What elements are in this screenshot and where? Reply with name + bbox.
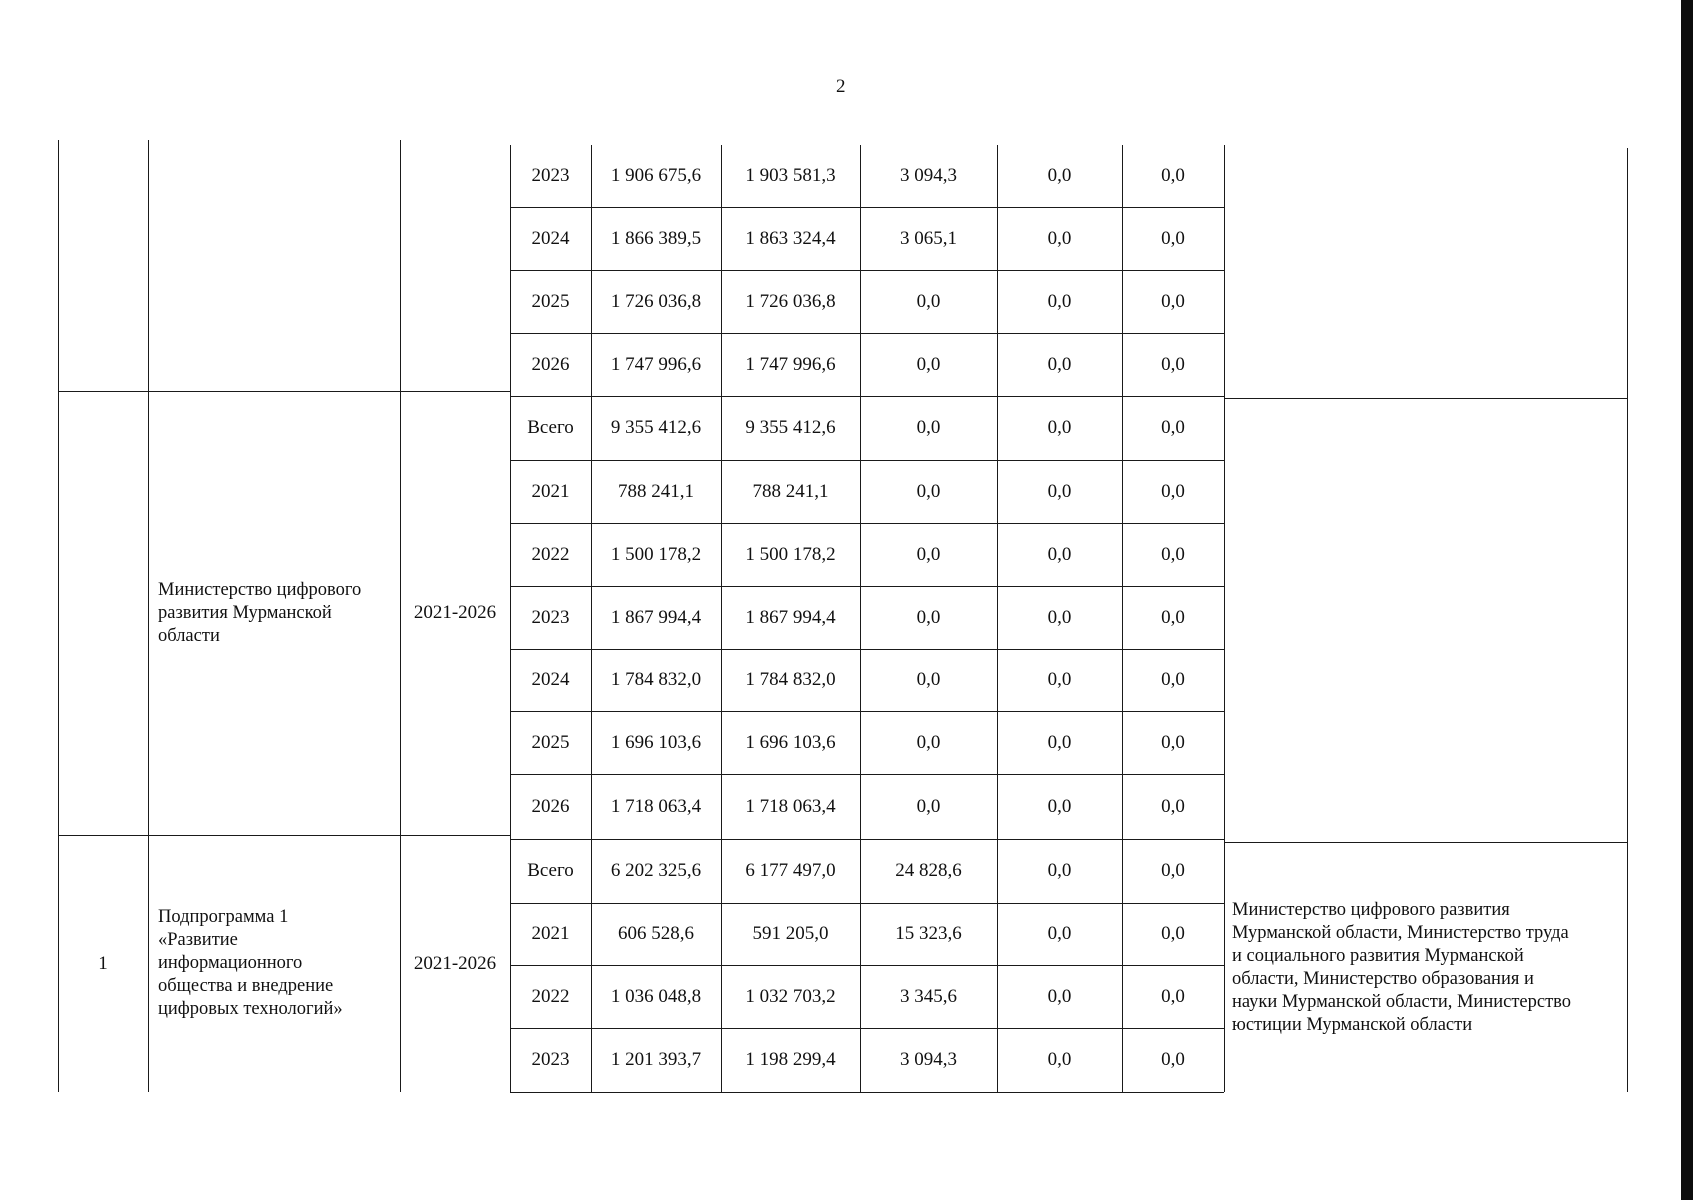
table-cell-regional: 1 867 994,4 (745, 606, 836, 628)
table-cell-regional: 6 177 497,0 (745, 860, 836, 881)
table-cell-regional: 1 198 299,4 (745, 1049, 836, 1070)
scan-edge (1681, 0, 1693, 1200)
table-cell-other: 0,0 (1161, 860, 1185, 881)
row-divider (510, 1092, 1224, 1093)
table-cell-regional: 1 696 103,6 (745, 731, 836, 753)
table-cell-total: 1 747 996,6 (610, 353, 702, 375)
table-cell-year: 2022 (531, 543, 570, 565)
table-cell-regional: 1 903 581,3 (745, 165, 836, 186)
table-cell-federal: 3 065,1 (900, 227, 957, 249)
table-cell-regional: 591 205,0 (752, 923, 829, 944)
table-cell-local: 0,0 (1047, 923, 1072, 944)
column-divider (148, 140, 149, 1092)
table-cell-regional: 1 784 832,0 (745, 669, 836, 690)
table-cell-year: 2021 (531, 923, 570, 944)
item-number: 1 (98, 952, 108, 974)
table-cell-year: 2023 (531, 1049, 570, 1070)
period: 2021-2026 (413, 602, 497, 623)
table-cell-other: 0,0 (1161, 1049, 1185, 1070)
table-cell-federal: 0,0 (916, 353, 941, 375)
table-cell-year: 2024 (531, 227, 570, 249)
table-cell-federal: 3 345,6 (900, 985, 957, 1007)
table-cell-regional: 1 032 703,2 (745, 985, 836, 1007)
table-cell-year: Всего (527, 860, 574, 881)
table-cell-regional: 1 747 996,6 (745, 353, 836, 375)
table-cell-year: 2023 (531, 606, 570, 628)
table-cell-local: 0,0 (1047, 606, 1072, 628)
grid-divider (1224, 145, 1225, 1092)
table-cell-federal: 15 323,6 (895, 923, 962, 944)
group-divider (1224, 842, 1627, 843)
table-cell-year: 2023 (531, 165, 570, 186)
table-cell-year: 2021 (531, 480, 570, 502)
table-cell-local: 0,0 (1047, 353, 1072, 375)
table-cell-federal: 0,0 (916, 606, 941, 628)
table-cell-local: 0,0 (1047, 165, 1072, 186)
column-divider (1627, 148, 1628, 1092)
table-cell-year: 2022 (531, 985, 570, 1007)
table-cell-other: 0,0 (1161, 165, 1185, 186)
table-cell-local: 0,0 (1047, 731, 1072, 753)
table-cell-year: 2026 (531, 353, 570, 375)
table-cell-total: 1 726 036,8 (610, 290, 702, 312)
executors: Министерство цифрового развития Мурманской области, Министерство труда и социального развития Мурманской области, Министерство образования и науки Мурманской области, Министерство юстиции Мурманской области (1232, 899, 1572, 1035)
table-cell-federal: 0,0 (916, 417, 941, 438)
table-cell-total: 606 528,6 (618, 923, 694, 944)
table-cell-other: 0,0 (1161, 227, 1185, 249)
table-cell-other: 0,0 (1161, 795, 1185, 817)
period (400, 241, 510, 281)
program-name: Министерство цифрового развития Мурманской области (158, 579, 362, 646)
table-cell-total: 1 784 832,0 (610, 669, 702, 690)
table-cell-other: 0,0 (1161, 985, 1185, 1007)
table-cell-regional: 1 500 178,2 (745, 543, 836, 565)
table-cell-total: 1 867 994,4 (610, 606, 702, 628)
table-cell-regional: 788 241,1 (752, 480, 829, 502)
page-number: 2 (836, 76, 846, 97)
group-divider (58, 391, 510, 392)
table-cell-federal: 0,0 (916, 795, 941, 817)
table-cell-other: 0,0 (1161, 543, 1185, 565)
table-cell-year: 2026 (531, 795, 570, 817)
table-cell-other: 0,0 (1161, 669, 1185, 690)
table-cell-total: 1 866 389,5 (610, 227, 702, 249)
table-cell-federal: 0,0 (916, 731, 941, 753)
table-cell-local: 0,0 (1047, 543, 1072, 565)
table-cell-local: 0,0 (1047, 227, 1072, 249)
table-cell-local: 0,0 (1047, 290, 1072, 312)
table-cell-local: 0,0 (1047, 985, 1072, 1007)
table-cell-total: 9 355 412,6 (610, 417, 702, 438)
table-cell-federal: 0,0 (916, 669, 941, 690)
table-cell-total: 1 036 048,8 (610, 985, 702, 1007)
table-cell-local: 0,0 (1047, 480, 1072, 502)
table-cell-regional: 9 355 412,6 (745, 417, 836, 438)
table-cell-federal: 3 094,3 (900, 1049, 957, 1070)
table-cell-other: 0,0 (1161, 353, 1185, 375)
table-cell-other: 0,0 (1161, 417, 1185, 438)
table-cell-other: 0,0 (1161, 606, 1185, 628)
table-cell-total: 1 696 103,6 (610, 731, 702, 753)
table-cell-federal: 0,0 (916, 480, 941, 502)
table-cell-local: 0,0 (1047, 1049, 1072, 1070)
table-cell-regional: 1 718 063,4 (745, 795, 836, 817)
table-cell-year: Всего (527, 417, 574, 438)
item-number (58, 241, 148, 281)
table-cell-total: 1 906 675,6 (610, 165, 702, 186)
period: 2021-2026 (413, 952, 497, 974)
table-cell-other: 0,0 (1161, 731, 1185, 753)
table-cell-regional: 1 726 036,8 (745, 290, 836, 312)
table-cell-regional: 1 863 324,4 (745, 227, 836, 249)
table-cell-federal: 3 094,3 (900, 165, 957, 186)
table-cell-other: 0,0 (1161, 480, 1185, 502)
table-cell-federal: 24 828,6 (895, 860, 962, 881)
table-cell-local: 0,0 (1047, 417, 1072, 438)
table-cell-total: 788 241,1 (618, 480, 694, 502)
program-name: Подпрограмма 1 «Развитие информационного общества и внедрение цифровых технологий» (158, 907, 343, 1019)
group-divider (1224, 398, 1627, 399)
table-cell-total: 1 500 178,2 (610, 543, 702, 565)
table-cell-other: 0,0 (1161, 290, 1185, 312)
table-cell-federal: 0,0 (916, 290, 941, 312)
table-cell-total: 1 718 063,4 (610, 795, 702, 817)
table-cell-year: 2025 (531, 731, 570, 753)
table-cell-other: 0,0 (1161, 923, 1185, 944)
table-cell-total: 1 201 393,7 (610, 1049, 702, 1070)
table-cell-total: 6 202 325,6 (610, 860, 702, 881)
table-cell-federal: 0,0 (916, 543, 941, 565)
item-number (58, 593, 148, 633)
table-cell-local: 0,0 (1047, 795, 1072, 817)
table-cell-year: 2025 (531, 290, 570, 312)
table-cell-local: 0,0 (1047, 669, 1072, 690)
table-cell-year: 2024 (531, 669, 570, 690)
table-cell-local: 0,0 (1047, 860, 1072, 881)
group-divider (58, 835, 510, 836)
